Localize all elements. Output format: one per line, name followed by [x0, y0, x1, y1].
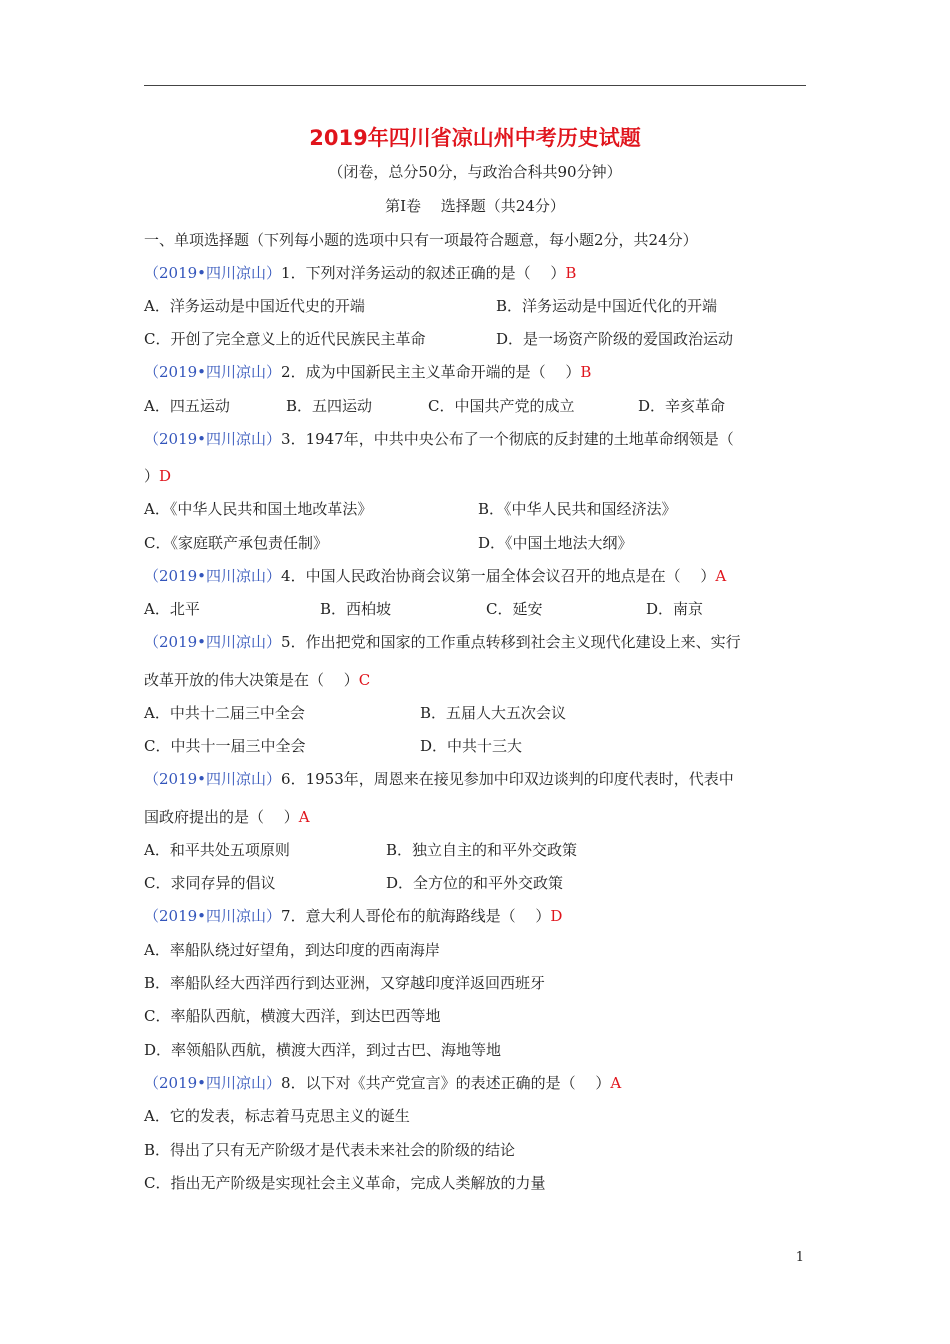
question-2-option: C．中国共产党的成立	[428, 397, 575, 415]
question-4-option: C．延安	[486, 600, 543, 618]
question-7-option: C．率船队西航，横渡大西洋，到达巴西等地	[144, 1007, 441, 1025]
question-4-option: A．北平	[144, 600, 200, 618]
source-tag: （2019•四川凉山）	[144, 1074, 282, 1092]
source-tag: （2019•四川凉山）	[144, 567, 282, 585]
question-3-option: D．《中国土地法大纲》	[478, 534, 633, 552]
question-6-stem: （2019•四川凉山）6．1953年，周恩来在接见参加中印双边谈判的印度代表时，代表中	[144, 770, 734, 788]
question-7-option: A．率船队绕过好望角，到达印度的西南海岸	[144, 941, 440, 959]
answer: A	[715, 567, 727, 585]
question-3-option: A．《中华人民共和国土地改革法》	[144, 500, 373, 518]
page-title: 2019年四川省凉山州中考历史试题	[309, 126, 641, 150]
header-rule	[144, 85, 806, 86]
question-5-option: D．中共十三大	[420, 737, 523, 755]
question-8-option: B．得出了只有无产阶级才是代表未来社会的阶级的结论	[144, 1141, 516, 1159]
question-8-option: C．指出无产阶级是实现社会主义革命，完成人类解放的力量	[144, 1174, 546, 1192]
question-2-stem: （2019•四川凉山）2．成为中国新民主主义革命开端的是（ ）B	[144, 363, 592, 381]
question-6-option: D．全方位的和平外交政策	[386, 874, 564, 892]
source-tag: （2019•四川凉山）	[144, 430, 282, 448]
question-8-option: A．它的发表，标志着马克思主义的诞生	[144, 1107, 410, 1125]
question-6-option: B．独立自主的和平外交政策	[386, 841, 578, 859]
question-3-stem: （2019•四川凉山）3．1947年，中共中央公布了一个彻底的反封建的土地革命纲领是（	[144, 430, 734, 448]
question-5-stem-cont: 改革开放的伟大决策是在（ ）C	[144, 671, 371, 689]
question-1-stem: （2019•四川凉山）1．下列对洋务运动的叙述正确的是（ ）B	[144, 264, 577, 282]
answer: C	[358, 671, 371, 689]
part-header: 第Ⅰ卷 选择题（共24分）	[385, 197, 565, 215]
question-6-option: A．和平共处五项原则	[144, 841, 290, 859]
answer: D	[159, 467, 172, 485]
question-7-stem: （2019•四川凉山）7．意大利人哥伦布的航海路线是（ ）D	[144, 907, 563, 925]
source-tag: （2019•四川凉山）	[144, 907, 282, 925]
question-3-option: C．《家庭联产承包责任制》	[144, 534, 328, 552]
section-header: 一、单项选择题（下列每小题的选项中只有一项最符合题意，每小题2分，共24分）	[144, 231, 698, 249]
question-5-option: A．中共十二届三中全会	[144, 704, 305, 722]
question-7-option: D．率领船队西航，横渡大西洋，到过古巴、海地等地	[144, 1041, 502, 1059]
question-1-option: B．洋务运动是中国近代化的开端	[496, 297, 718, 315]
question-6-option: C．求同存异的倡议	[144, 874, 276, 892]
answer: D	[550, 907, 563, 925]
question-6-stem-cont: 国政府提出的是（ ）A	[144, 808, 310, 826]
question-2-option: A．四五运动	[144, 397, 230, 415]
question-5-option: B．五届人大五次会议	[420, 704, 567, 722]
question-1-option: A．洋务运动是中国近代史的开端	[144, 297, 365, 315]
question-7-option: B．率船队经大西洋西行到达亚洲，又穿越印度洋返回西班牙	[144, 974, 546, 992]
source-tag: （2019•四川凉山）	[144, 264, 282, 282]
answer: A	[610, 1074, 622, 1092]
question-1-option: C．开创了完全意义上的近代民族民主革命	[144, 330, 426, 348]
question-3-stem-cont: ）D	[144, 467, 172, 485]
question-5-option: C．中共十一届三中全会	[144, 737, 306, 755]
source-tag: （2019•四川凉山）	[144, 363, 282, 381]
question-4-option: B．西柏坡	[320, 600, 392, 618]
answer: B	[580, 363, 592, 381]
question-3-option: B．《中华人民共和国经济法》	[478, 500, 677, 518]
source-tag: （2019•四川凉山）	[144, 770, 282, 788]
question-1-option: D．是一场资产阶级的爱国政治运动	[496, 330, 734, 348]
question-2-option: D．辛亥革命	[638, 397, 726, 415]
answer: A	[298, 808, 310, 826]
question-5-stem: （2019•四川凉山）5．作出把党和国家的工作重点转移到社会主义现代化建设上来、实行	[144, 633, 741, 651]
page-number: 1	[795, 1250, 804, 1265]
answer: B	[565, 264, 577, 282]
question-4-stem: （2019•四川凉山）4．中国人民政治协商会议第一届全体会议召开的地点是在（ ）A	[144, 567, 727, 585]
question-8-stem: （2019•四川凉山）8．以下对《共产党宣言》的表述正确的是（ ）A	[144, 1074, 622, 1092]
exam-subtitle: （闭卷，总分50分，与政治合科共90分钟）	[328, 163, 622, 181]
question-2-option: B．五四运动	[286, 397, 373, 415]
source-tag: （2019•四川凉山）	[144, 633, 282, 651]
question-4-option: D．南京	[646, 600, 704, 618]
